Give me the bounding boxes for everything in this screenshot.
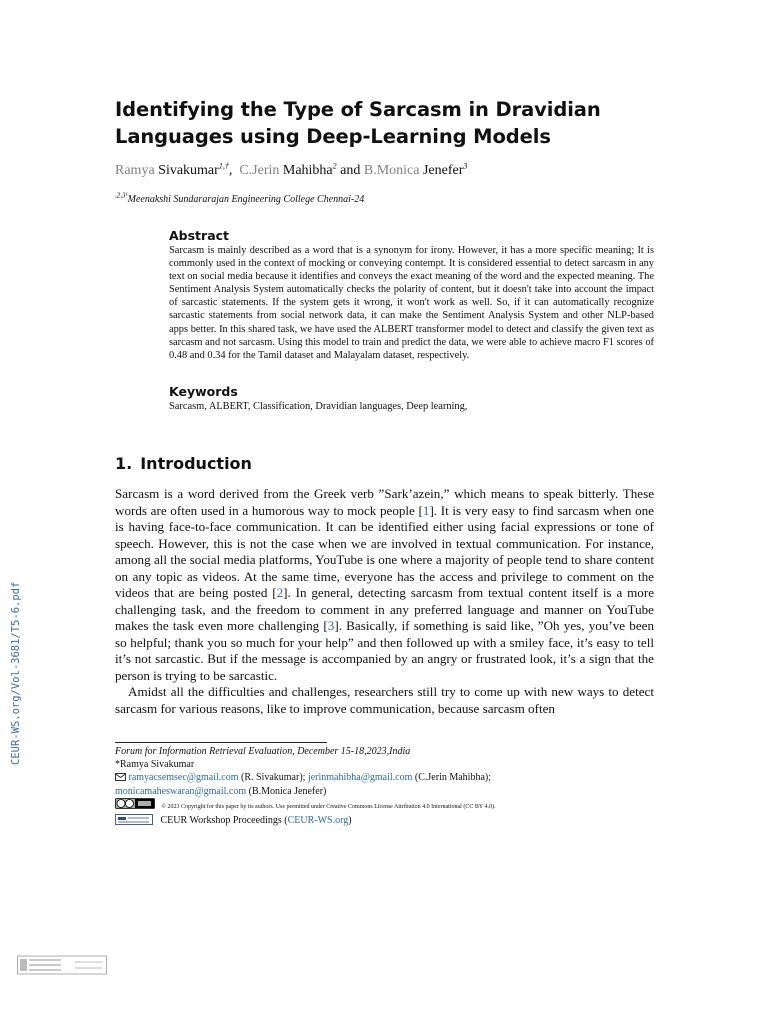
author-affil-mark: 3 [463, 161, 468, 171]
author-first-name: B.Monica [363, 163, 420, 178]
author-last-name: Sivakumar [158, 163, 219, 178]
side-url-link[interactable]: CEUR-WS.org/Vol-3681/T5-6.pdf [10, 581, 22, 765]
paragraph: Amidst all the difficulties and challenges, researchers still try to come up with new ways to detect sarcasm for various reasons, like to improve communication, because sarcasm often [115, 684, 654, 716]
email-link[interactable]: ramyacsemsec@gmail.com [128, 772, 239, 784]
cc-by-badge-icon [115, 798, 155, 808]
keywords-heading: Keywords [169, 384, 238, 399]
author-affil-mark: 2 [332, 161, 337, 171]
keywords-body: Sarcasm, ALBERT, Classification, Dravidian languages, Deep learning, [169, 401, 468, 412]
author-last-name: Mahibha [282, 163, 333, 178]
footnotes [115, 745, 675, 827]
abstract-body: Sarcasm is mainly described as a word that is a synonym for irony. However, it has a more specific meaning; It is commonly used in the context of mocking or conveying contempt. It is considered essential to detect sarcasm in any text on social media because it identifies and conveys the exact meaning of the word and the expected meaning. The Sentiment Analysis System automatically checks the polarity of content, but it doesn't take into account the impact of sarcastic statements. If the system gets it wrong, it won't work as well. So, if it can automatically recognize sarcastic statements from social network data, it can make the Sentiment Analysis System and other NLP-based apps better. In this shared task, we have used the ALBERT transformer model to detect and classify the given text as sarcasm and not sarcasm. Using this model to train and predict the data, we were able to achieve macro F1 scores of 0.48 and 0.34 for the Tamil dataset and Malayalam dataset, respectively. [169, 245, 654, 361]
text-run: ]. It is very easy to find sarcasm when one is having face-to-face communication. It can be identified either using facial expressions or tone of speech. However, this is not the case when we are involved in textual communication. For instance, among all the social media platforms, YouTube is one where a majority of people tend to share content on any topic as videos. At the same time, everyone has the access and privilege to comment on the videos that are being posted [ [115, 502, 654, 600]
introduction-body [115, 486, 654, 717]
event-note: Forum for Information Retrieval Evaluation, December 15-18,2023,India [115, 746, 411, 757]
ceur-line [115, 814, 675, 827]
author-first-name: C.Jerin [239, 163, 280, 178]
ceur-logo-stamp-icon [17, 955, 107, 975]
paragraph [115, 486, 654, 684]
citation-link[interactable]: 2 [276, 585, 284, 600]
license-line [115, 798, 675, 814]
email-owner: (C.Jerin Mahibha); [414, 772, 491, 784]
copyright-text: © 2023 Copyright for this paper by its authors. Use permitted under Creative Commons License Attribution 4.0 International (CC BY 4.0). [161, 803, 496, 810]
side-url [10, 555, 24, 765]
author-first-name: Ramya [115, 163, 155, 178]
abstract-heading: Abstract [169, 228, 230, 243]
email-link[interactable]: jerinmahibha@gmail.com [307, 772, 413, 784]
citation-link[interactable]: 1 [422, 502, 430, 518]
author-last-name: Jenefer [422, 163, 464, 178]
envelope-icon [115, 772, 126, 783]
affiliation-marks: ,2,3¹ [115, 191, 128, 200]
footnote-rule [115, 742, 327, 743]
paper-title-line1: Identifying the Type of Sarcasm in Dravidian [115, 98, 601, 121]
text-run: Sarcasm is a word derived from the Greek verb ”Sark’azein,” which means to speak bitterly. These words are often used in a humorous way to mock people [ [115, 486, 654, 518]
email-owner: (R. Sivakumar); [241, 772, 306, 784]
citation-link[interactable]: 3 [327, 618, 335, 633]
email-link[interactable]: monicamaheswaran@gmail.com [115, 785, 247, 797]
affiliation [115, 193, 615, 207]
paper-title [115, 96, 635, 150]
email-owner: (B.Monica Jenefer) [248, 785, 327, 797]
ceur-link[interactable]: CEUR-WS.org [287, 815, 349, 827]
section-heading [115, 453, 252, 475]
ceur-logo-icon [115, 814, 153, 825]
author-affil-mark: 1,† [218, 161, 229, 171]
author-list: Ramya Sivakumar$^{1,\dagger}$, C.Jerin Mahibha$^2$ and B.Monica Jenefer$^3$ [115, 161, 468, 178]
text-run: ]. In general, detecting sarcasm from textual content itself is a more challenging task, and the freedom to comment in any preferred language and manner on YouTube makes the task even more challenging [ [115, 585, 655, 633]
corresponding-author-note: *Ramya Sivakumar [115, 759, 195, 771]
section-number: 1. [115, 454, 133, 473]
email-line [115, 771, 675, 784]
ceur-text: CEUR Workshop Proceedings ( [160, 815, 288, 827]
affiliation-text: Meenakshi Sundararajan Engineering College Chennai-24 [127, 194, 365, 205]
text-run: ]. Basically, if something is said like, ”Oh yes, you’ve been so helpful; thank you so much for your help” and then followed up with a smiley face, it’s easy to tell it’s not sarcastic. But if the message is accompanied by an angry or frustrated look, it’s a sign that the person is trying to be sarcastic. [115, 618, 655, 683]
ceur-close: ) [348, 815, 352, 827]
email-line [115, 785, 675, 798]
paper-title-line2: Languages using Deep-Learning Models [115, 125, 551, 148]
section-title: Introduction [140, 454, 252, 473]
author-conjunction: and [340, 163, 361, 178]
